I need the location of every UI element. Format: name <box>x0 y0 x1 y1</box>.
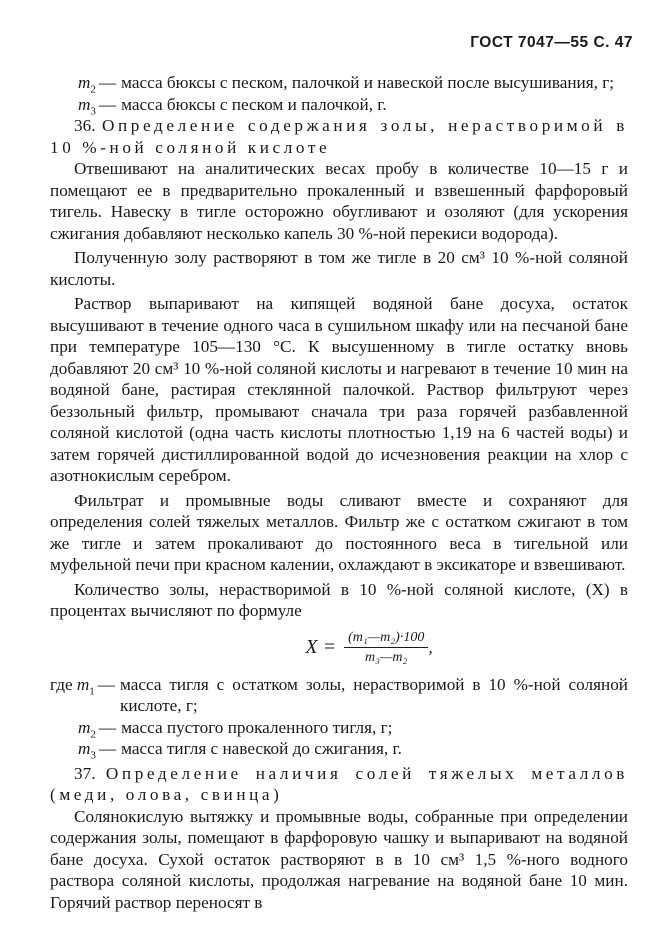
definition-m2: $m_2$ — масса пустого прокаленного тигля, г; <box>78 717 628 739</box>
definition-text: масса пустого прокаленного тигля, г; <box>121 717 393 737</box>
definition-text: масса бюксы с песком и палочкой, г. <box>121 94 387 114</box>
paragraph: Фильтрат и промывные воды сливают вместе и сохраняют для определения солей тяжелых металлов. Фильтр же с остатком сжигают в том же тигле и затем прокаливают до постоянного веса в тигельной или муфельной печи при красном калении, охлаждают в эксикаторе и взвешивают. <box>50 490 628 574</box>
formula-lhs: X = <box>305 635 337 658</box>
page-content <box>50 72 628 913</box>
page-header: ГОСТ 7047—55 С. 47 <box>470 34 633 51</box>
definition-m3-top: $m_3$ — масса бюксы с песком и палочкой, г. <box>78 94 628 116</box>
formula-numerator: (m₁—m₂)·100 <box>344 629 428 648</box>
paragraph: Полученную золу растворяют в том же тигле в 20 см³ 10 %-ной соляной кислоты. <box>50 248 628 289</box>
definition-m3: $m_3$ — масса тигля с навеской до сжигания, г. <box>78 738 628 760</box>
definition-text: масса тигля с навеской до сжигания, г. <box>121 739 402 758</box>
paragraph: Раствор выпаривают на кипящей водяной бане досуха, остаток высушивают в течение одного часа в сушильном шкафу или на песчаной бане при температуре 105—130 °С. К высушенному в тигле остатку вновь добавляют 20 см³ 10 %-ной соляной кислоты и нагревают в течение 10 мин на водяной бане, растирая стеклянной палочкой. Раствор фильтруют через беззольный фильтр, промывают сначала три раза горячей разбавленной соляной кислотой (одна часть кислоты плотностью 1,19 на 6 частей воды) и затем горячей дистиллированной водой до исчезновения реакции на хлор с азотнокислым серебром. <box>50 294 628 485</box>
paragraph: Солянокислую вытяжку и промывные воды, собранные при определении содержания золы, помещают в фарфоровую чашку и выпаривают на водяной бане досуха. Сухой остаток растворяют в в 10 см³ 1,5 %-ного водного раствора соляной кислоты, продолжая нагревание на водяной бане 10 мин. Горячий раствор переносят в <box>50 806 628 912</box>
formula-trailing-comma: , <box>428 637 433 657</box>
paragraph: Отвешивают на аналитических весах пробу в количестве 10—15 г и помещают ее в предварительно прокаленный и взвешенный фарфоровый тигель. Навеску в тигле осторожно обугливают и озоляют (для ускорения сжигания добавляют несколько капель 30 %-ной перекиси водорода). <box>50 159 628 243</box>
formula <box>110 624 628 672</box>
paragraph: Количество золы, нерастворимой в 10 %-ной соляной кислоте, (X) в процентах вычисляют по формуле <box>50 579 628 620</box>
formula-denominator: m₃—m₂ <box>365 650 408 665</box>
definition-text: масса тигля с остатком золы, нерастворимой в 10 %-ной соляной кислоте, г; <box>119 674 628 715</box>
definition-m1: где $m_1$ — масса тигля с остатком золы, нерастворимой в 10 %-ной соляной кислоте, г; <box>50 674 628 715</box>
section-36-heading: 36. Определение содержания золы, нерастворимой в 10 %-ной соляной кислоте <box>50 116 628 157</box>
section-37-heading: 37. Определение наличия солей тяжелых металлов (меди, олова, свинца) <box>50 763 628 804</box>
definition-text: масса бюксы с песком, палочкой и навеской после высушивания, г; <box>121 73 615 92</box>
definition-m2-top: $m_2$ — масса бюксы с песком, палочкой и навеской после высушивания, г; <box>78 72 628 94</box>
formula-fraction <box>344 629 428 666</box>
